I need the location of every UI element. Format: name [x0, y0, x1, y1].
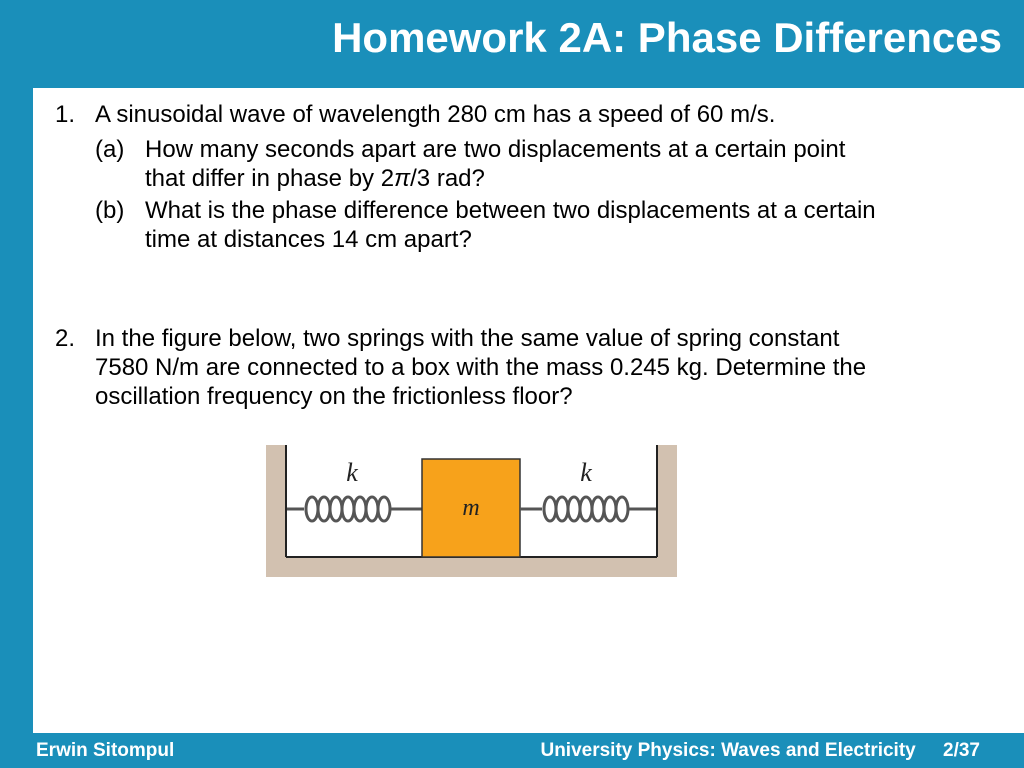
problem-number: 2. — [55, 325, 76, 352]
part-label: (b) — [95, 197, 125, 224]
pi-symbol: π — [394, 165, 411, 192]
part-a-line-2: that differ in phase by 2π/3 rad? — [145, 165, 485, 192]
slide-content — [33, 88, 1024, 733]
right-spring-label: k — [580, 458, 592, 487]
page-title: Homework 2A: Phase Differences — [332, 14, 1002, 61]
footer-author: Erwin Sitompul — [36, 740, 175, 761]
footer-course: University Physics: Waves and Electricity — [540, 740, 916, 761]
part-a-line-1: How many seconds apart are two displacements at a certain point — [145, 136, 846, 163]
part-b-line-2: time at distances 14 cm apart? — [145, 226, 472, 253]
mass-label: m — [462, 495, 480, 521]
problem-2-line-1: In the figure below, two springs with the same value of spring constant — [95, 325, 840, 352]
footer-right — [540, 740, 980, 762]
spring-mass-figure — [266, 445, 677, 577]
part-b-line-1: What is the phase difference between two displacements at a certain — [145, 197, 876, 224]
problem-text: A sinusoidal wave of wavelength 280 cm has a speed of 60 m/s. — [95, 101, 776, 128]
part-label: (a) — [95, 136, 125, 163]
left-spring-label: k — [346, 458, 358, 487]
page-number: 2/37 — [943, 740, 980, 761]
problem-2-line-3: oscillation frequency on the frictionless floor? — [95, 383, 573, 410]
problem-2-line-2: 7580 N/m are connected to a box with the mass 0.245 kg. Determine the — [95, 354, 867, 381]
problem-number: 1. — [55, 101, 76, 128]
